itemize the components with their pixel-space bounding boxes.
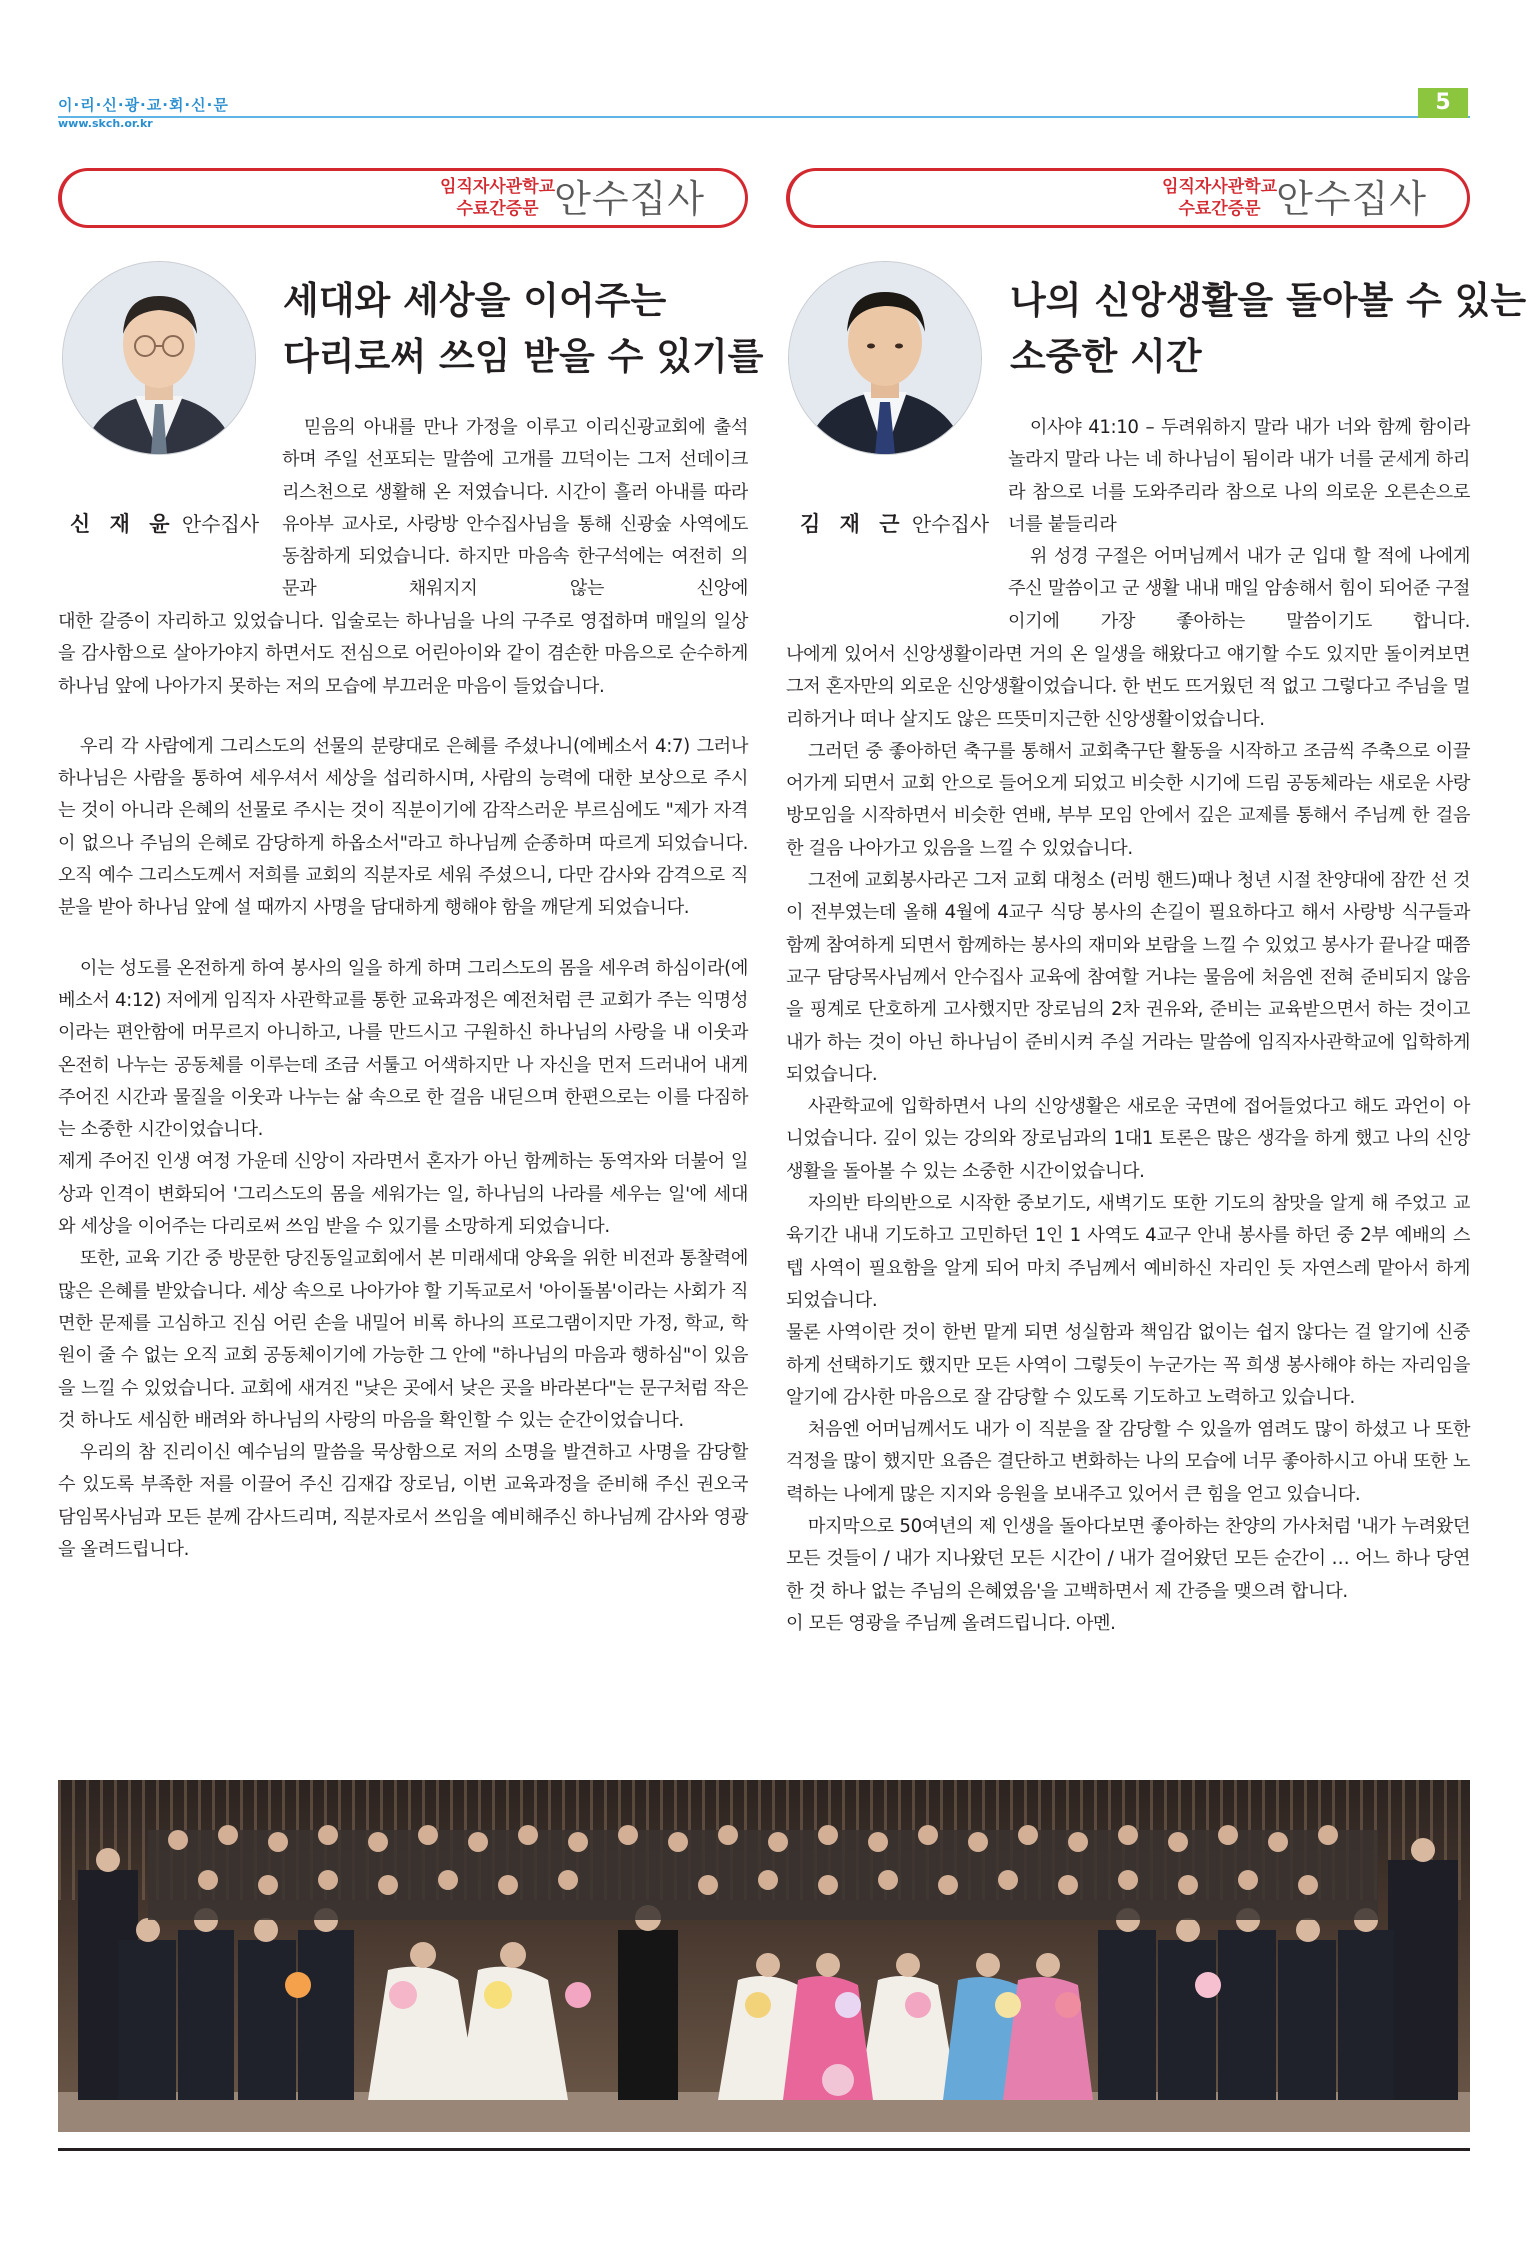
right-paragraph-7: 물론 사역이란 것이 한번 맡게 되면 성실함과 책임감 없이는 쉽지 않다는 걸 알기에 신중하게 선택하기도 했지만 모든 사역이 그렇듯이 누군가는 꼭 희생 봉사해야 하는 자리임을 알기에 감사한 마음으로 잘 감당할 수 있도록 기도하고 노력하고 있습니다.: [786, 1322, 1470, 1408]
left-paragraph-1: 대한 갈증이 자리하고 있었습니다. 입술로는 하나님을 나의 구주로 영접하며 매일의 일상을 감사함으로 살아가야지 하면서도 전심으로 어린아이와 같이 겸손한 마음으로 순수하게 하나님 앞에 나아가지 못하는 저의 모습에 부끄러운 마음이 들었습니다.: [58, 611, 748, 697]
left-paragraph-2: 우리 각 사람에게 그리스도의 선물의 분량대로 은혜를 주셨나니(에베소서 4:7) 그러나 하나님은 사람을 통하여 세우셔서 세상을 섭리하시며, 사람의 능력에 대한 보상으로 주시는 것이 아니라 은혜의 선물로 주시는 것이 직분이기에 감작스러운 부르심에도 "제가 자격이 없으나 주님의 은혜로 감당하게 하옵소서"라고 하나님께 순종하며 따르게 되었습니다. 오직 예수 그리스도께서 저희를 교회의 직분자로 세워 주셨으니, 다만 감사와 감격으로 직분을 받아 하나님 앞에 설 때까지 사명을 담대하게 행해야 함을 깨닫게 되었습니다.: [58, 735, 748, 919]
right-paragraph-2-rest: 나에게 있어서 신앙생활이라면 거의 온 일생을 해왔다고 얘기할 수도 있지만 돌이켜보면 그저 혼자만의 외로운 신앙생활이었습니다. 한 번도 뜨거웠던 적 없고 그렇다고 주님을 멀리하거나 떠나 살지도 않은 뜨뜻미지근한 신앙생활이었습니다.: [786, 644, 1470, 730]
right-headline: 나의 신앙생활을 돌아볼 수 있는 소중한 시간: [1010, 278, 1527, 378]
right-banner-title: 안수집사: [1276, 177, 1427, 221]
right-body-top: [1008, 412, 1470, 637]
right-paragraph-10: 이 모든 영광을 주님께 올려드립니다. 아멘.: [786, 1612, 1116, 1634]
right-person-role: 안수집사: [911, 512, 990, 536]
footer-rule: [58, 2148, 1470, 2151]
left-paragraph-3: 이는 성도를 온전하게 하여 봉사의 일을 하게 하며 그리스도의 몸을 세우려 하심이라(에베소서 4:12) 저에게 임직자 사관학교를 통한 교육과정은 예전처럼 큰 교회가 주는 익명성이라는 편안함에 머무르지 아니하고, 나를 만드시고 구원하신 하나님의 사랑을 내 이웃과 온전히 나누는 공동체를 이루는데 조금 서툴고 어색하지만 나 자신을 먼저 드러내어 내게 주어진 시간과 물질을 이웃과 나누는 삶 속으로 한 걸음 내딛으며 한편으로는 이를 다짐하는 소중한 시간이었습니다.: [58, 957, 748, 1141]
right-paragraph-9: 마지막으로 50여년의 제 인생을 돌아다보면 좋아하는 찬양의 가사처럼 '내가 누려왔던 모든 것들이 / 내가 지나왔던 모든 시간이 / 내가 걸어왔던 모든 순간이 … 어느 하나 당연한 것 하나 없는 주님의 은혜였음'을 고백하면서 제 간증을 맺으려 합니다.: [786, 1516, 1470, 1602]
left-person-name: 신 재 윤: [70, 512, 176, 536]
right-banner-subtitle: 임직자사관학교 수료간증문: [1162, 177, 1277, 219]
portrait-man-glasses-icon: [63, 262, 255, 454]
page-number-badge: 5: [1418, 88, 1468, 118]
left-portrait-photo: [62, 261, 256, 455]
right-paragraph-8: 처음엔 어머님께서도 내가 이 직분을 잘 감당할 수 있을까 염려도 많이 하셨고 나 또한 걱정을 많이 했지만 요즘은 결단하고 변화하는 나의 모습에 너무 좋아하시고 아내 또한 노력하는 나에게 많은 지지와 응원을 보내주고 있어서 큰 힘을 얻고 있습니다.: [786, 1419, 1470, 1505]
left-banner-title: 안수집사: [554, 177, 705, 221]
left-banner-subtitle: 임직자사관학교 수료간증문: [440, 177, 555, 219]
masthead: 이·리·신·광·교·회·신·문: [58, 96, 229, 114]
right-portrait-photo: [788, 261, 982, 455]
portrait-man-suit-icon: [789, 262, 981, 454]
ceremony-group-photo-icon: [58, 1780, 1470, 2132]
left-body-top: [282, 412, 748, 606]
left-paragraph-1-start: 믿음의 아내를 만나 가정을 이루고 이리신광교회에 출석하며 주일 선포되는 말씀에 고개를 끄덕이는 그저 선데이크리스천으로 생활해 온 저였습니다. 시간이 흘러 아내를 따라 유아부 교사로, 사랑방 안수집사님을 통해 신광숲 사역에도 동참하게 되었습니다. 하지만 마음속 한구석에는 여전히 의문과 채워지지 않는 신앙에: [282, 417, 748, 600]
right-body: [786, 639, 1470, 1640]
right-paragraph-4: 그전에 교회봉사라곤 그저 교회 대청소 (러빙 핸드)때나 청년 시절 찬양대에 잠깐 선 것이 전부였는데 올해 4월에 4교구 식당 봉사의 손길이 필요하다고 해서 사랑방 식구들과 함께 참여하게 되면서 함께하는 봉사의 재미와 보람을 느낄 수 있었고 봉사가 끝나갈 때쯤 교구 담당목사님께서 안수집사 교육에 참여할 거냐는 물음에 처음엔 전혀 준비되지 않음을 핑계로 단호하게 고사했지만 장로님의 2차 권유와, 준비는 교육받으면서 하는 것이고 내가 하는 것이 아닌 하나님이 준비시켜 주실 거라는 말씀에 임직자사관학교에 입학하게 되었습니다.: [786, 870, 1470, 1085]
header-rule: [58, 116, 1470, 118]
left-headline: 세대와 세상을 이어주는 다리로써 쓰임 받을 수 있기를: [283, 278, 764, 378]
right-section-banner: [786, 168, 1470, 228]
left-section-banner: [58, 168, 748, 228]
right-person-name: 김 재 근: [800, 512, 906, 536]
right-person-caption: [800, 508, 989, 538]
right-paragraph-5: 사관학교에 입학하면서 나의 신앙생활은 새로운 국면에 접어들었다고 해도 과언이 아니었습니다. 깊이 있는 강의와 장로님과의 1대1 토론은 많은 생각을 하게 했고 나의 신앙생활을 돌아볼 수 있는 소중한 시간이었습니다.: [786, 1096, 1470, 1182]
left-body: [58, 606, 748, 1566]
right-paragraph-2-start: 위 성경 구절은 어머님께서 내가 군 입대 할 적에 나에게 주신 말씀이고 군 생활 내내 매일 암송해서 힘이 되어준 구절이기에 가장 좋아하는 말씀이기도 합니다.: [1008, 546, 1470, 632]
group-photo: [58, 1780, 1470, 2132]
left-paragraph-4: 제게 주어진 인생 여정 가운데 신앙이 자라면서 혼자가 아닌 함께하는 동역자와 더불어 일상과 인격이 변화되어 '그리스도의 몸을 세워가는 일, 하나님의 나라를 세우는 일'에 세대와 세상을 이어주는 다리로써 쓰임 받을 수 있기를 소망하게 되었습니다.: [58, 1151, 748, 1238]
right-paragraph-3: 그러던 중 좋아하던 축구를 통해서 교회축구단 활동을 시작하고 조금씩 주축으로 이끌어가게 되면서 교회 안으로 들어오게 되었고 비슷한 시기에 드림 공동체라는 새로운 사랑방모임을 시작하면서 비슷한 연배, 부부 모임 안에서 깊은 교제를 통해서 주님께 한 걸음 한 걸음 나아가고 있음을 느낄 수 있었습니다.: [786, 740, 1470, 859]
left-person-caption: [70, 508, 259, 538]
left-person-role: 안수집사: [181, 512, 260, 536]
right-paragraph-6: 자의반 타의반으로 시작한 중보기도, 새벽기도 또한 기도의 참맛을 알게 해 주었고 교육기간 내내 기도하고 고민하던 1인 1 사역도 4교구 안내 봉사를 하던 중 2부 예배의 스텝 사역이 필요함을 알게 되어 마치 주님께서 예비하신 자리인 듯 자연스레 맡아서 하게 되었습니다.: [786, 1193, 1470, 1311]
site-url[interactable]: www.skch.or.kr: [58, 117, 153, 130]
left-paragraph-5: 또한, 교육 기간 중 방문한 당진동일교회에서 본 미래세대 양육을 위한 비전과 통찰력에 많은 은혜를 받았습니다. 세상 속으로 나아가야 할 기독교로서 '아이돌봄'이라는 사회가 직면한 문제를 고심하고 진심 어린 손을 내밀어 비록 하나의 프로그램이지만 가정, 학교, 학원이 줄 수 없는 오직 교회 공동체이기에 가능한 그 안에 "하나님의 마음과 행하심"이 있음을 느낄 수 있었습니다. 교회에 새겨진 "낮은 곳에서 낮은 곳을 바라본다"는 문구처럼 작은 것 하나도 세심한 배려와 하나님의 사랑의 마음을 확인할 수 있는 순간이었습니다.: [58, 1248, 748, 1431]
right-paragraph-1: 이사야 41:10 – 두려워하지 말라 내가 너와 함께 함이라 놀라지 말라 나는 네 하나님이 됨이라 내가 너를 굳세게 하리라 참으로 너를 도와주리라 참으로 나의 의로운 오른손으로 너를 붙들리라: [1008, 417, 1470, 535]
left-paragraph-6: 우리의 참 진리이신 예수님의 말씀을 묵상함으로 저의 소명을 발견하고 사명을 감당할 수 있도록 부족한 저를 이끌어 주신 김재갑 장로님, 이번 교육과정을 준비해 주신 권오국 담임목사님과 모든 분께 감사드리며, 직분자로서 쓰임을 예비해주신 하나님께 감사와 영광을 올려드립니다.: [58, 1442, 748, 1561]
